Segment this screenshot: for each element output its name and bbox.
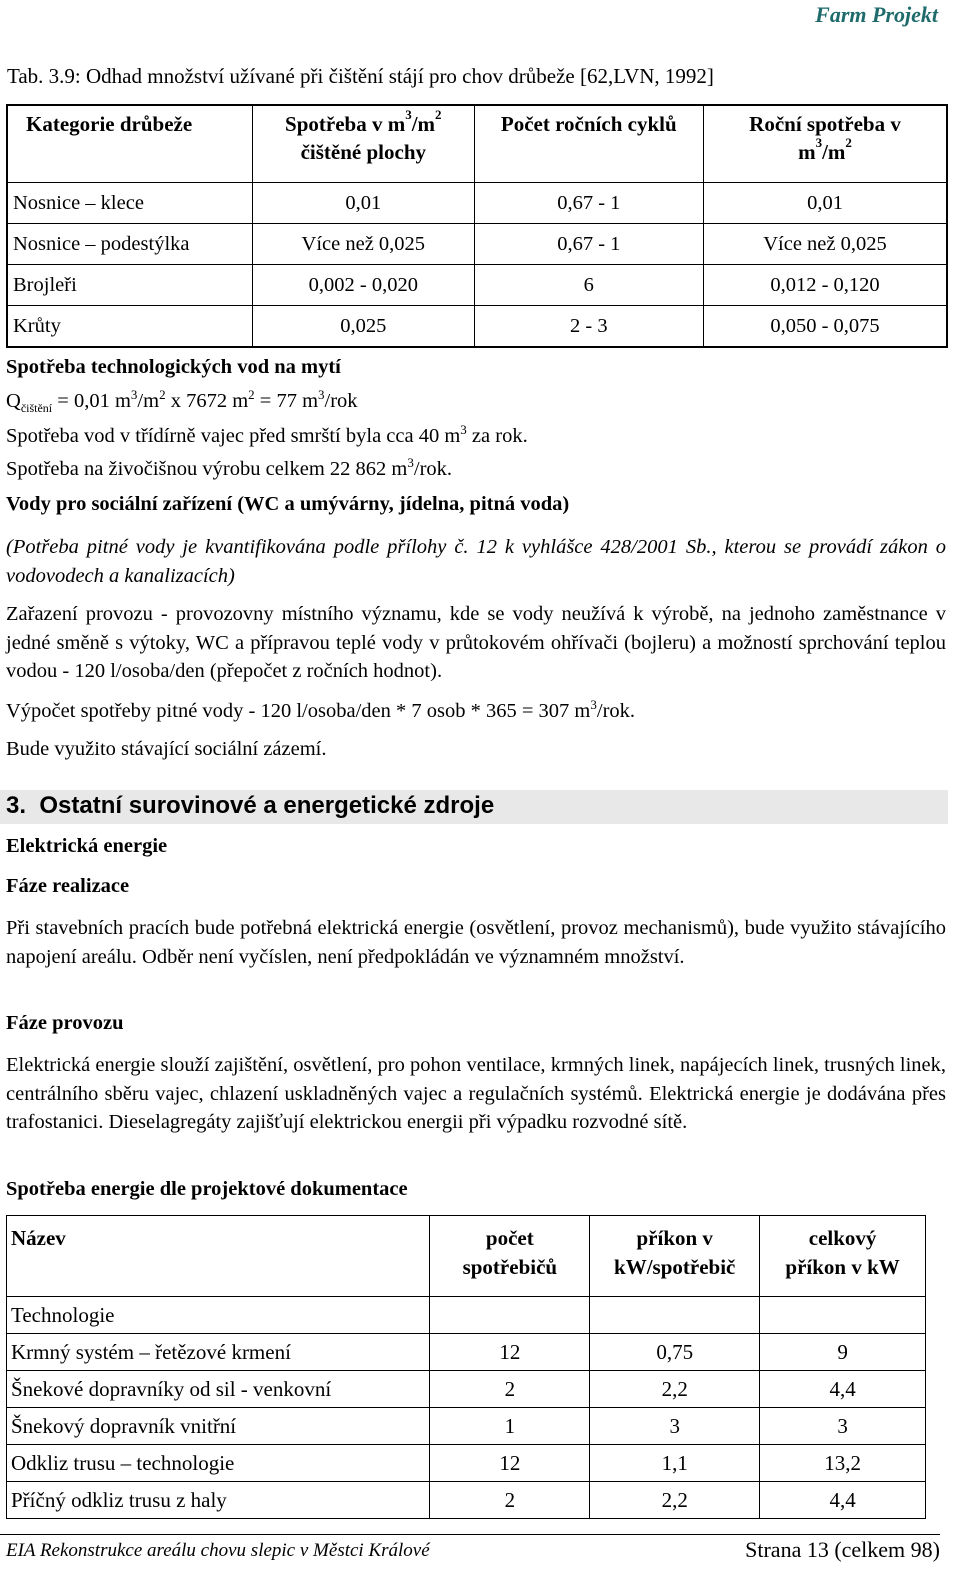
calc-text-b: /rok. <box>596 700 636 722</box>
cell-power: 2,2 <box>590 1371 760 1408</box>
social-water-paragraph: Zařazení provozu - provozovny místního významu, kde se vody neužívá k výrobě, na jednoho zaměstnance v jedné směně s výtoky, WC a přípravou teplé vody v průtokovém ohřívači (bojleru) a možností sprchování teplou vodou - 120 l/osoba/den (přepočet z ročních hodnot). <box>6 603 946 682</box>
table-row <box>7 224 947 265</box>
cell-count: 12 <box>430 1445 590 1482</box>
formula-sup2: 2 <box>159 387 166 402</box>
total-b: příkon v kW <box>785 1255 900 1279</box>
table-row <box>7 1334 926 1371</box>
cell-name: Šnekové dopravníky od sil - venkovní <box>7 1371 430 1408</box>
table-row <box>7 1445 926 1482</box>
formula-sub: čištění <box>20 401 53 416</box>
cell-usage: 0,002 - 0,020 <box>253 265 475 306</box>
col-header-name: Název <box>7 1216 430 1297</box>
section-number: 3. <box>6 792 27 819</box>
cell-annual: 0,01 <box>704 183 947 224</box>
cell-name: Odkliz trusu – technologie <box>7 1445 430 1482</box>
col4-text-a: Roční spotřeba v <box>749 112 901 136</box>
cell-cycles: 6 <box>474 265 703 306</box>
table-group-row <box>7 1297 926 1334</box>
cell-cycles: 2 - 3 <box>474 306 703 348</box>
cell-power: 1,1 <box>590 1445 760 1482</box>
count-a: počet <box>485 1226 534 1250</box>
livestock-sup: 3 <box>407 455 414 470</box>
col-header-power <box>590 1216 760 1297</box>
col2-text-a: Spotřeba v m <box>285 112 406 136</box>
col4-text-c: /m <box>822 140 846 164</box>
egg-text-b: za rok. <box>466 425 528 447</box>
col-header-cycles: Počet ročních cyklů <box>474 105 703 183</box>
cell-usage: Více než 0,025 <box>253 224 475 265</box>
cell-name: Šnekový dopravník vnitřní <box>7 1408 430 1445</box>
egg-sorting-water <box>6 422 528 448</box>
cell-annual: Více než 0,025 <box>704 224 947 265</box>
livestock-text-b: /rok. <box>413 458 453 480</box>
col-header-annual <box>704 105 947 183</box>
cell-power: 0,75 <box>590 1334 760 1371</box>
formula-part2: /m <box>137 390 160 412</box>
col-header-count <box>430 1216 590 1297</box>
col2-sup1: 3 <box>405 107 412 122</box>
cell-usage: 0,01 <box>253 183 475 224</box>
cell-total: 9 <box>760 1334 926 1371</box>
formula-part3: x 7672 m <box>165 390 249 412</box>
footer-document-title: EIA Rekonstrukce areálu chovu slepic v Městci Králové <box>6 1540 430 1561</box>
cleaning-formula <box>6 387 358 416</box>
electric-energy-heading: Elektrická energie <box>6 835 168 857</box>
poultry-cleaning-table <box>6 104 948 348</box>
footer-page-number: Strana 13 (celkem 98) <box>745 1537 940 1562</box>
phase-realization-text: Při stavebních pracích bude potřebná elektrická energie (osvětlení, provoz mechanismů), bude využito stávajícího napojení areálu. Odběr není vyčíslen, není předpokládán ve významném množství. <box>6 917 946 968</box>
cell-cycles: 0,67 - 1 <box>474 224 703 265</box>
calc-text-a: Výpočet spotřeby pitné vody - 120 l/osoba/den * 7 osob * 365 = 307 m <box>6 700 591 722</box>
egg-sup: 3 <box>460 422 467 437</box>
col-header-usage <box>253 105 475 183</box>
col-header-total <box>760 1216 926 1297</box>
col4-sup2: 2 <box>845 135 852 150</box>
section-title <box>6 792 494 820</box>
social-facilities-note: Bude využito stávající sociální zázemí. <box>6 738 327 760</box>
table-row <box>7 1371 926 1408</box>
table-caption: Tab. 3.9: Odhad množství užívané při čištění stájí pro chov drůbeže [62,LVN, 1992] <box>7 64 714 88</box>
cell-empty <box>590 1297 760 1334</box>
power-b: kW/spotřebič <box>614 1255 736 1279</box>
col2-text-c: čištěné plochy <box>300 140 426 164</box>
col4-sup1: 3 <box>815 135 823 150</box>
table-row <box>7 306 947 348</box>
cell-annual: 0,012 - 0,120 <box>704 265 947 306</box>
power-a: příkon v <box>636 1226 713 1250</box>
col-header-category: Kategorie drůbeže <box>7 105 253 183</box>
cell-category: Nosnice – klece <box>7 183 253 224</box>
phase-operation-text: Elektrická energie slouží zajištění, osvětlení, pro pohon ventilace, krmných linek, napájecích linek, trusných linek, centrálního sběru vajec, chlazení uskladněných vajec a regulačních systémů. Elektrická energie je dodávána přes trafostanici. Dieselagregáty zajišťují elektrickou energii při výpadku rozvodné sítě. <box>6 1054 946 1133</box>
formula-part4: = 77 m <box>254 390 319 412</box>
cell-cycles: 0,67 - 1 <box>474 183 703 224</box>
formula-q: Q <box>6 390 21 412</box>
cell-empty <box>430 1297 590 1334</box>
social-water-note: (Potřeba pitné vody je kvantifikována podle přílohy č. 12 k vyhlášce 428/2001 Sb., kterou se provádí zákon o vodovodech a kanalizacích) <box>6 536 946 587</box>
formula-sup1: 3 <box>130 387 138 402</box>
total-a: celkový <box>808 1226 877 1250</box>
formula-sup4: 3 <box>318 387 325 402</box>
table-header-row <box>7 105 947 183</box>
social-water-heading: Vody pro sociální zařízení (WC a umývárny, jídelna, pitná voda) <box>6 493 570 515</box>
cell-usage: 0,025 <box>253 306 475 348</box>
cell-total: 4,4 <box>760 1482 926 1519</box>
section-title-text: Ostatní surovinové a energetické zdroje <box>39 792 495 819</box>
cell-category: Brojleři <box>7 265 253 306</box>
cell-count: 2 <box>430 1371 590 1408</box>
cell-count: 12 <box>430 1334 590 1371</box>
table-row <box>7 265 947 306</box>
cell-power: 2,2 <box>590 1482 760 1519</box>
cell-total: 13,2 <box>760 1445 926 1482</box>
table-row <box>7 1482 926 1519</box>
cell-name: Krmný systém – řetězové krmení <box>7 1334 430 1371</box>
col2-text-b: /m <box>411 112 436 136</box>
energy-consumption-table <box>6 1215 926 1519</box>
tech-water-heading: Spotřeba technologických vod na mytí <box>6 356 341 378</box>
table-row <box>7 1408 926 1445</box>
col2-sup2: 2 <box>435 107 442 122</box>
energy-consumption-heading: Spotřeba energie dle projektové dokumentace <box>6 1178 408 1200</box>
cell-count: 1 <box>430 1408 590 1445</box>
cell-total: 3 <box>760 1408 926 1445</box>
formula-part1: = 0,01 m <box>52 390 131 412</box>
phase-realization-heading: Fáze realizace <box>6 875 130 897</box>
footer-rule <box>0 1534 940 1535</box>
drinking-water-calc <box>6 697 636 723</box>
calc-sup: 3 <box>590 697 597 712</box>
phase-operation-heading: Fáze provozu <box>6 1012 124 1034</box>
cell-total: 4,4 <box>760 1371 926 1408</box>
table-header-row <box>7 1216 926 1297</box>
count-b: spotřebičů <box>462 1255 558 1279</box>
formula-part5: /rok <box>324 390 358 412</box>
col4-text-b: m <box>798 140 816 164</box>
cell-group: Technologie <box>7 1297 430 1334</box>
egg-text-a: Spotřeba vod v třídírně vajec před smrští byla cca 40 m <box>6 425 461 447</box>
cell-category: Krůty <box>7 306 253 348</box>
livestock-text-a: Spotřeba na živočišnou výrobu celkem 22 862 m <box>6 458 408 480</box>
cell-category: Nosnice – podestýlka <box>7 224 253 265</box>
formula-sup3: 2 <box>248 387 255 402</box>
cell-annual: 0,050 - 0,075 <box>704 306 947 348</box>
cell-power: 3 <box>590 1408 760 1445</box>
cell-name: Příčný odkliz trusu z haly <box>7 1482 430 1519</box>
cell-empty <box>760 1297 926 1334</box>
table-row <box>7 183 947 224</box>
cell-count: 2 <box>430 1482 590 1519</box>
livestock-water-total <box>6 455 453 481</box>
header-brand: Farm Projekt <box>815 2 938 27</box>
